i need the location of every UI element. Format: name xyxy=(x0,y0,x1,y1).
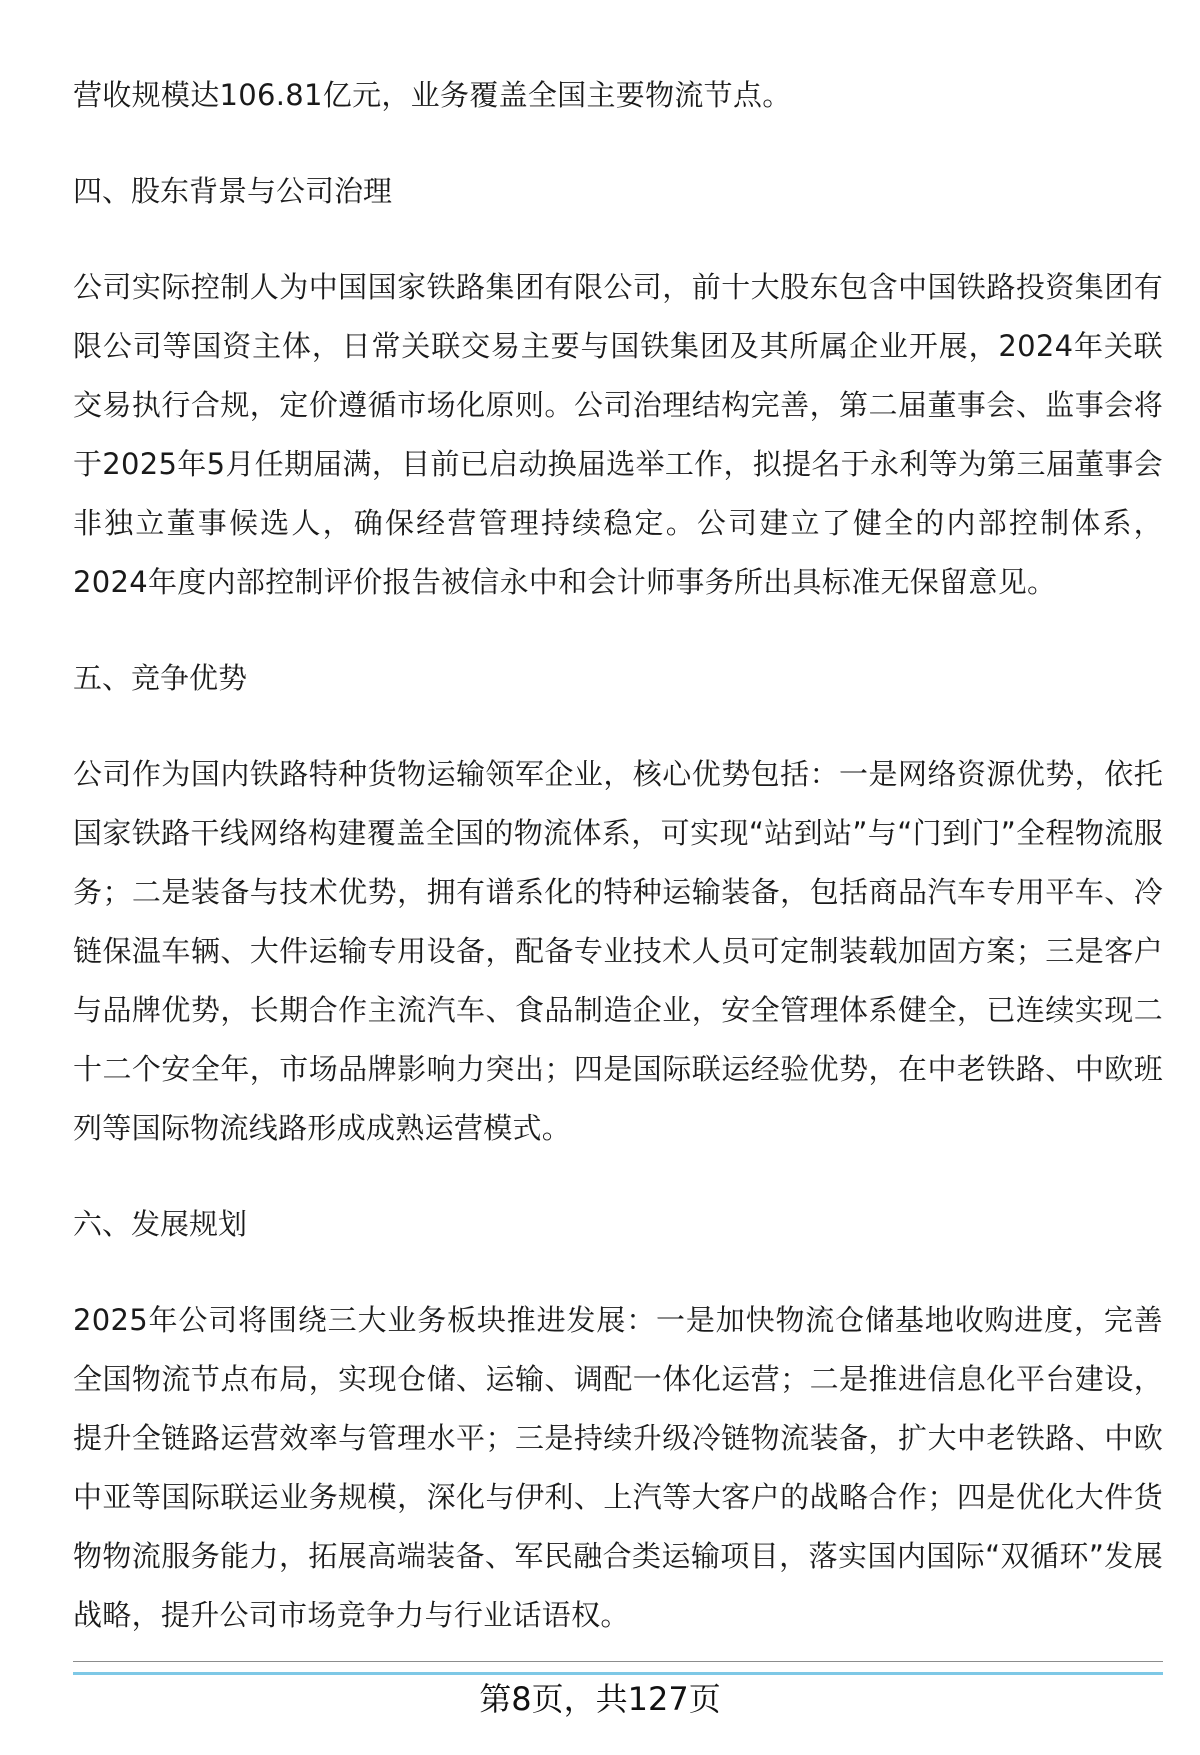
section-heading-shareholders: 四、股东背景与公司治理 xyxy=(73,174,393,208)
section-body-advantages: 公司作为国内铁路特种货物运输领军企业，核心优势包括：一是网络资源优势，依托国家铁路干线网络构建覆盖全国的物流体系，可实现“站到站”与“门到门”全程物流服务；二是装备与技术优势，拥有谱系化的特种运输装备，包括商品汽车专用平车、冷链保温车辆、大件运输专用设备，配备专业技术人员可定制装载加固方案；三是客户与品牌优势，长期合作主流汽车、食品制造企业，安全管理体系健全，已连续实现二十二个安全年，市场品牌影响力突出；四是国际联运经验优势，在中老铁路、中欧班列等国际物流线路形成成熟运营模式。 xyxy=(73,757,1163,1145)
section-body-plan: 2025年公司将围绕三大业务板块推进发展：一是加快物流仓储基地收购进度，完善全国物流节点布局，实现仓储、运输、调配一体化运营；二是推进信息化平台建设，提升全链路运营效率与管理水平；三是持续升级冷链物流装备，扩大中老铁路、中欧中亚等国际联运业务规模，深化与伊利、上汽等大客户的战略合作；四是优化大件货物物流服务能力，拓展高端装备、军民融合类运输项目，落实国内国际“双循环”发展战略，提升公司市场竞争力与行业话语权。 xyxy=(73,1303,1163,1632)
section-heading-advantages: 五、竞争优势 xyxy=(73,661,248,695)
document-body xyxy=(73,66,1163,1645)
section-body-shareholders: 公司实际控制人为中国国家铁路集团有限公司，前十大股东包含中国铁路投资集团有限公司等国资主体，日常关联交易主要与国铁集团及其所属企业开展，2024年关联交易执行合规，定价遵循市场化原则。公司治理结构完善，第二届董事会、监事会将于2025年5月任期届满，目前已启动换届选举工作，拟提名于永利等为第三届董事会非独立董事候选人，确保经营管理持续稳定。公司建立了健全的内部控制体系，2024年度内部控制评价报告被信永中和会计师事务所出具标准无保留意见。 xyxy=(73,270,1163,599)
section-heading-plan: 六、发展规划 xyxy=(73,1207,248,1241)
intro-paragraph: 营收规模达106.81亿元，业务覆盖全国主要物流节点。 xyxy=(73,78,792,112)
footer-divider xyxy=(73,1661,1163,1662)
page-number: 第8页，共127页 xyxy=(479,1680,721,1718)
